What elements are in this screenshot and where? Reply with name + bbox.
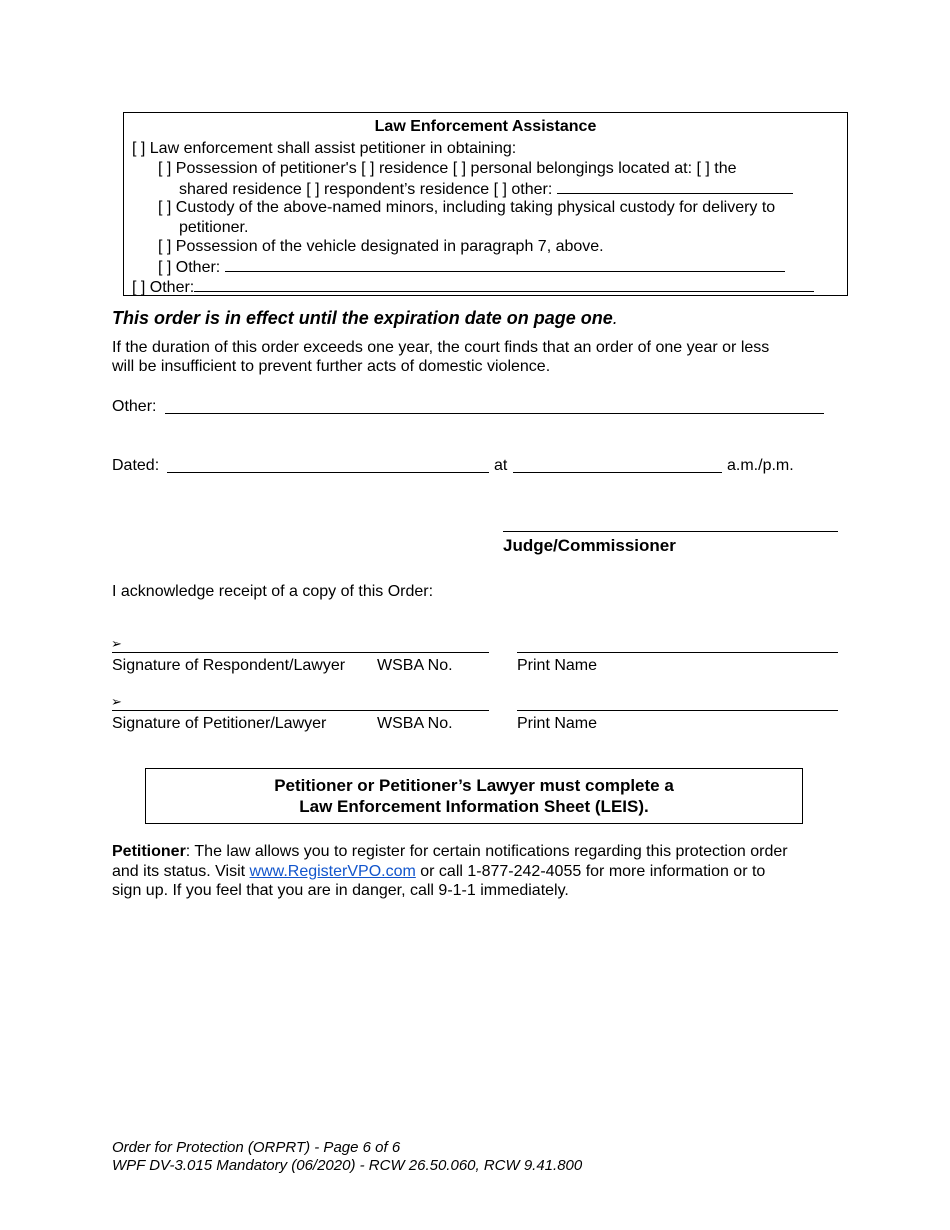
le-item-other-inner: [ ] Other:: [158, 257, 785, 278]
petitioner-signature-label: Signature of Petitioner/Lawyer: [112, 715, 327, 732]
footer-line-2: WPF DV-3.015 Mandatory (06/2020) - RCW 26.50.060, RCW 9.41.800: [112, 1157, 583, 1174]
le-item-custody-cont: petitioner.: [179, 219, 249, 236]
register-vpo-link[interactable]: www.RegisterVPO.com: [249, 863, 416, 880]
judge-label: Judge/Commissioner: [503, 536, 676, 555]
leis-line-1: Petitioner or Petitioner’s Lawyer must complete a: [274, 776, 674, 795]
petitioner-signature-line[interactable]: [112, 710, 489, 711]
judge-signature-line[interactable]: [503, 531, 838, 532]
respondent-signature-line[interactable]: [112, 652, 489, 653]
footer-line-1: Order for Protection (ORPRT) - Page 6 of 6: [112, 1139, 401, 1156]
petitioner-note-line-1: Petitioner: The law allows you to register for certain notifications regarding this protection order: [112, 843, 788, 860]
respondent-print-name-line[interactable]: [517, 652, 838, 653]
effect-notice: This order is in effect until the expiration date on page one.: [112, 308, 618, 328]
section-title: Law Enforcement Assistance: [374, 118, 597, 135]
respondent-signature-label: Signature of Respondent/Lawyer: [112, 657, 346, 674]
petitioner-note-line-3: sign up. If you feel that you are in danger, call 9-1-1 immediately.: [112, 882, 569, 899]
le-item-custody: [ ] Custody of the above-named minors, including taking physical custody for delivery to: [158, 199, 776, 216]
arrow-icon: ➢: [111, 694, 122, 709]
petitioner-print-label: Print Name: [517, 715, 598, 732]
le-item-vehicle: [ ] Possession of the vehicle designated in paragraph 7, above.: [158, 238, 604, 255]
duration-text-2: will be insufficient to prevent further acts of domestic violence.: [112, 358, 551, 375]
petitioner-note-line-2: and its status. Visit www.RegisterVPO.com or call 1-877-242-4055 for more information or to: [112, 863, 766, 880]
at-label: at: [494, 457, 508, 474]
respondent-wsba-label: WSBA No.: [377, 657, 453, 674]
petitioner-wsba-label: WSBA No.: [377, 715, 453, 732]
ampm-label: a.m./p.m.: [727, 457, 794, 474]
respondent-print-label: Print Name: [517, 657, 598, 674]
petitioner-print-name-line[interactable]: [517, 710, 838, 711]
le-item-possession-residence-cont: shared residence [ ] respondent’s residence [ ] other:: [179, 179, 793, 200]
time-field[interactable]: [513, 472, 722, 473]
leis-notice-box: [145, 768, 803, 824]
le-item-possession-residence: [ ] Possession of petitioner's [ ] residence [ ] personal belongings located at: [ ] the: [158, 160, 737, 177]
leis-line-2: Law Enforcement Information Sheet (LEIS).: [299, 797, 649, 816]
dated-field[interactable]: [167, 472, 489, 473]
other-location-blank[interactable]: [557, 179, 793, 194]
le-item-assist: [ ] Law enforcement shall assist petitioner in obtaining:: [132, 140, 517, 157]
other-outer-blank[interactable]: [194, 277, 814, 292]
duration-text-1: If the duration of this order exceeds one year, the court finds that an order of one year or less: [112, 339, 770, 356]
other-inner-blank[interactable]: [225, 257, 785, 272]
arrow-icon: ➢: [111, 636, 122, 651]
dated-label: Dated:: [112, 457, 160, 474]
other-label: Other:: [112, 398, 157, 415]
other-field[interactable]: [165, 413, 824, 414]
le-item-other-outer: [ ] Other:: [132, 277, 814, 298]
acknowledge-text: I acknowledge receipt of a copy of this Order:: [112, 583, 434, 600]
